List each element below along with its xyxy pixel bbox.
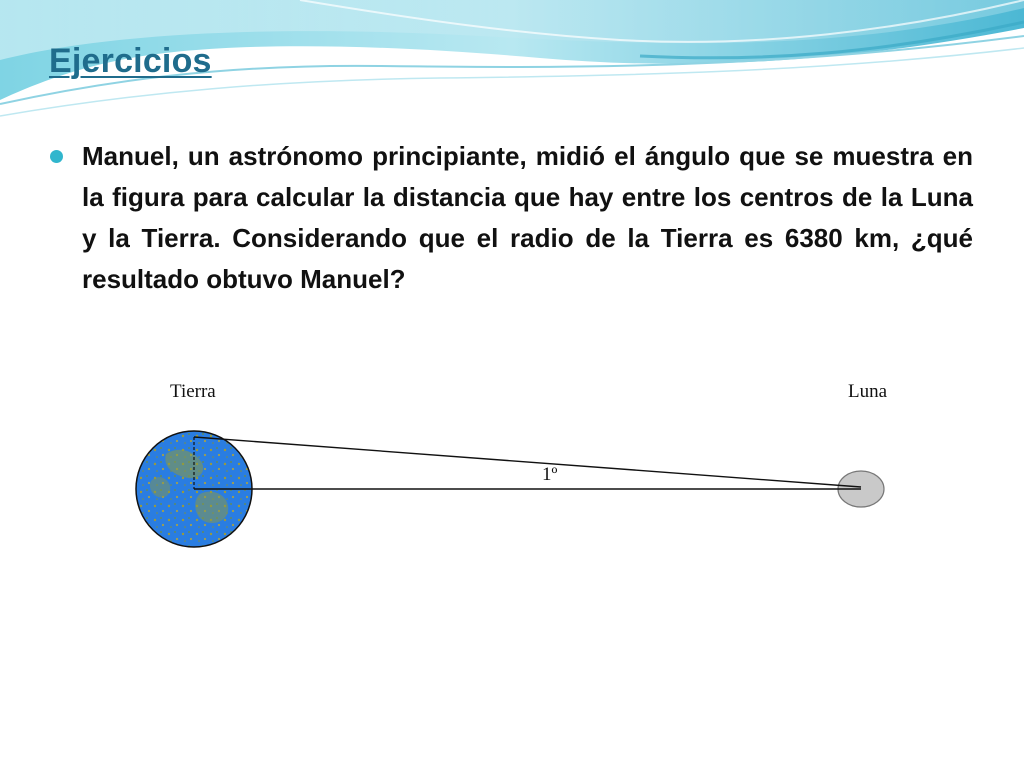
slide-title: Ejercicios	[49, 42, 212, 80]
bullet-dot-icon	[50, 150, 63, 163]
sight-line	[194, 437, 861, 487]
earth-moon-figure	[96, 376, 922, 554]
earth-label: Tierra	[170, 381, 216, 402]
exercise-text: Manuel, un astrónomo principiante, midió el ángulo que se muestra en la figura para calcular la distancia que hay entre los centros de la Luna y la Tierra. Considerando que el radio de la Tierra es 6380 km, ¿qué resultado obtuvo Manuel?	[82, 141, 973, 294]
earth-moon-diagram	[96, 376, 922, 554]
angle-label: 1º	[542, 464, 558, 485]
moon-label: Luna	[848, 381, 888, 402]
